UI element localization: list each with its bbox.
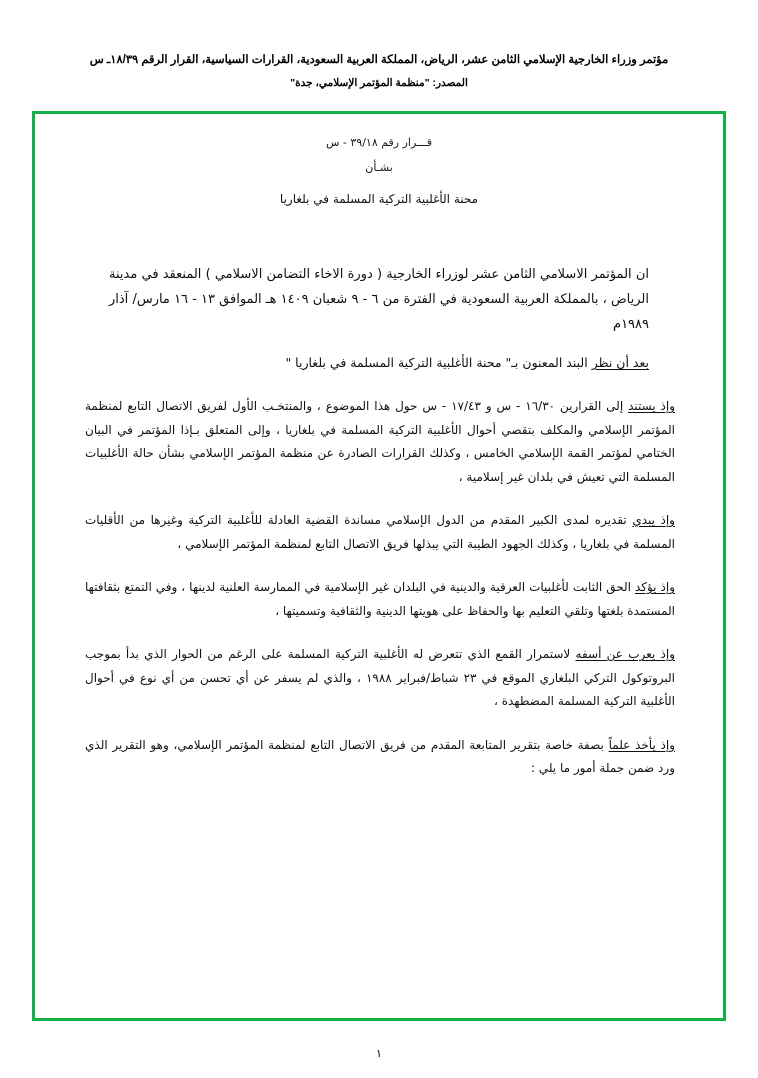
resolution-number: قـــرار رقم ٣٩/١٨ - س xyxy=(326,136,432,149)
clause-text: إلى القرارين ١٦/٣٠ - س و ١٧/٤٣ - س حول هذا الموضوع ، والمنتخـب الأول لفريق الاتصال التابع لمنظمة المؤتمر الإسلامي والمكلف بتقصي أحوال الأغلبية التركية المسلمة في بلغاريا ، وإلى المتعلق بـإذا المؤتمر في البيان الختامي لمؤتمر القمة الإسلامي الخامس ، وكذلك القرارات الصادرة عن منظمة المؤتمر الإسلامي بشأن حالة الأغلبيات المسلمة التي تعيش في بلدان غير إسلامية ، xyxy=(85,399,675,484)
after-review-lead: بعد أن نظر xyxy=(591,355,649,370)
header-conference-line: مؤتمر وزراء الخارجية الإسلامي الثامن عشر، الرياض، المملكة العربية السعودية، القرارات السياسية، القرار الرقم ١٨/٣٩ـ س xyxy=(89,54,669,66)
clause-item xyxy=(69,734,689,781)
clause-text: تقديره لمدى الكبير المقدم من الدول الإسلامي مساندة القضية العادلة للأغلبية التركية وغيرها من الأقليات المسلمة في بلغاريا ، وكذلك الجهود الطيبة التي يبذلها فريق الاتصال التابع لمنظمة المؤتمر الإسلامي ، xyxy=(85,513,675,551)
document-frame xyxy=(32,111,726,1021)
clause-item xyxy=(69,576,689,623)
after-review-text: البند المعنون بـ" محنة الأغلبية التركية المسلمة في بلغاريا " xyxy=(285,355,588,370)
about-label: بشـأن xyxy=(365,161,393,174)
clause-lead: وإذ يعرب عن أسفه xyxy=(575,647,675,661)
clause-item xyxy=(69,509,689,556)
page-header xyxy=(0,52,758,91)
clause-text: بصفة خاصة بتقرير المتابعة المقدم من فريق الاتصال التابع لمنظمة المؤتمر الإسلامي، وهو التقرير الذي ورد ضمن جملة أمور ما يلي : xyxy=(85,737,675,775)
clause-text: لاستمرار القمع الذي تتعرض له الأغلبية التركية المسلمة على الرغم من الحوار الذي بدأ بموجب البروتوكول التركي البلغاري الموقع في ٢٣ شباط/فبراير ١٩٨٨ ، والذي لم يسفر عن أي تحسن من أي نوع في أحوال الأغلبية التركية المسلمة المضطهدة ، xyxy=(85,647,676,708)
preamble-paragraph: ان المؤتمر الاسلامي الثامن عشر لوزراء الخارجية ( دورة الاخاء التضامن الاسلامي ) المنعقد في مدينة الرياض ، بالمملكة العربية السعودية في الفترة من ٦ - ٩ شعبان ١٤٠٩ هـ الموافق ١٣ - ١٦ مارس/ آذار ١٩٨٩م xyxy=(109,267,649,332)
clause-lead: وإذ يؤكد xyxy=(634,580,675,594)
clause-lead: وإذ يأخذ علماً xyxy=(608,737,675,752)
clause-item xyxy=(69,395,689,489)
after-review-paragraph xyxy=(69,351,689,375)
clause-lead: وإذ يستند xyxy=(628,399,676,413)
clause-text: الحق الثابت لأغلبيات العرقية والدينية في البلدان غير الإسلامية في الممارسة العلنية لدينها ، وفي التمتع بثقافتها المستمدة بلغتها وتلقي التعليم بها والحفاظ على هويتها الدينية والثقافية وتسميتها ، xyxy=(85,580,675,618)
clause-item xyxy=(69,643,689,714)
clause-lead: وإذ يبدي xyxy=(632,513,675,527)
header-source-line: المصدر: "منظمة المؤتمر الإسلامي، جدة" xyxy=(290,77,468,89)
document-body xyxy=(35,114,723,1018)
page-number: ١ xyxy=(376,1047,382,1060)
resolution-subject: محنة الأغلبية التركية المسلمة في بلغاريا xyxy=(279,192,479,206)
